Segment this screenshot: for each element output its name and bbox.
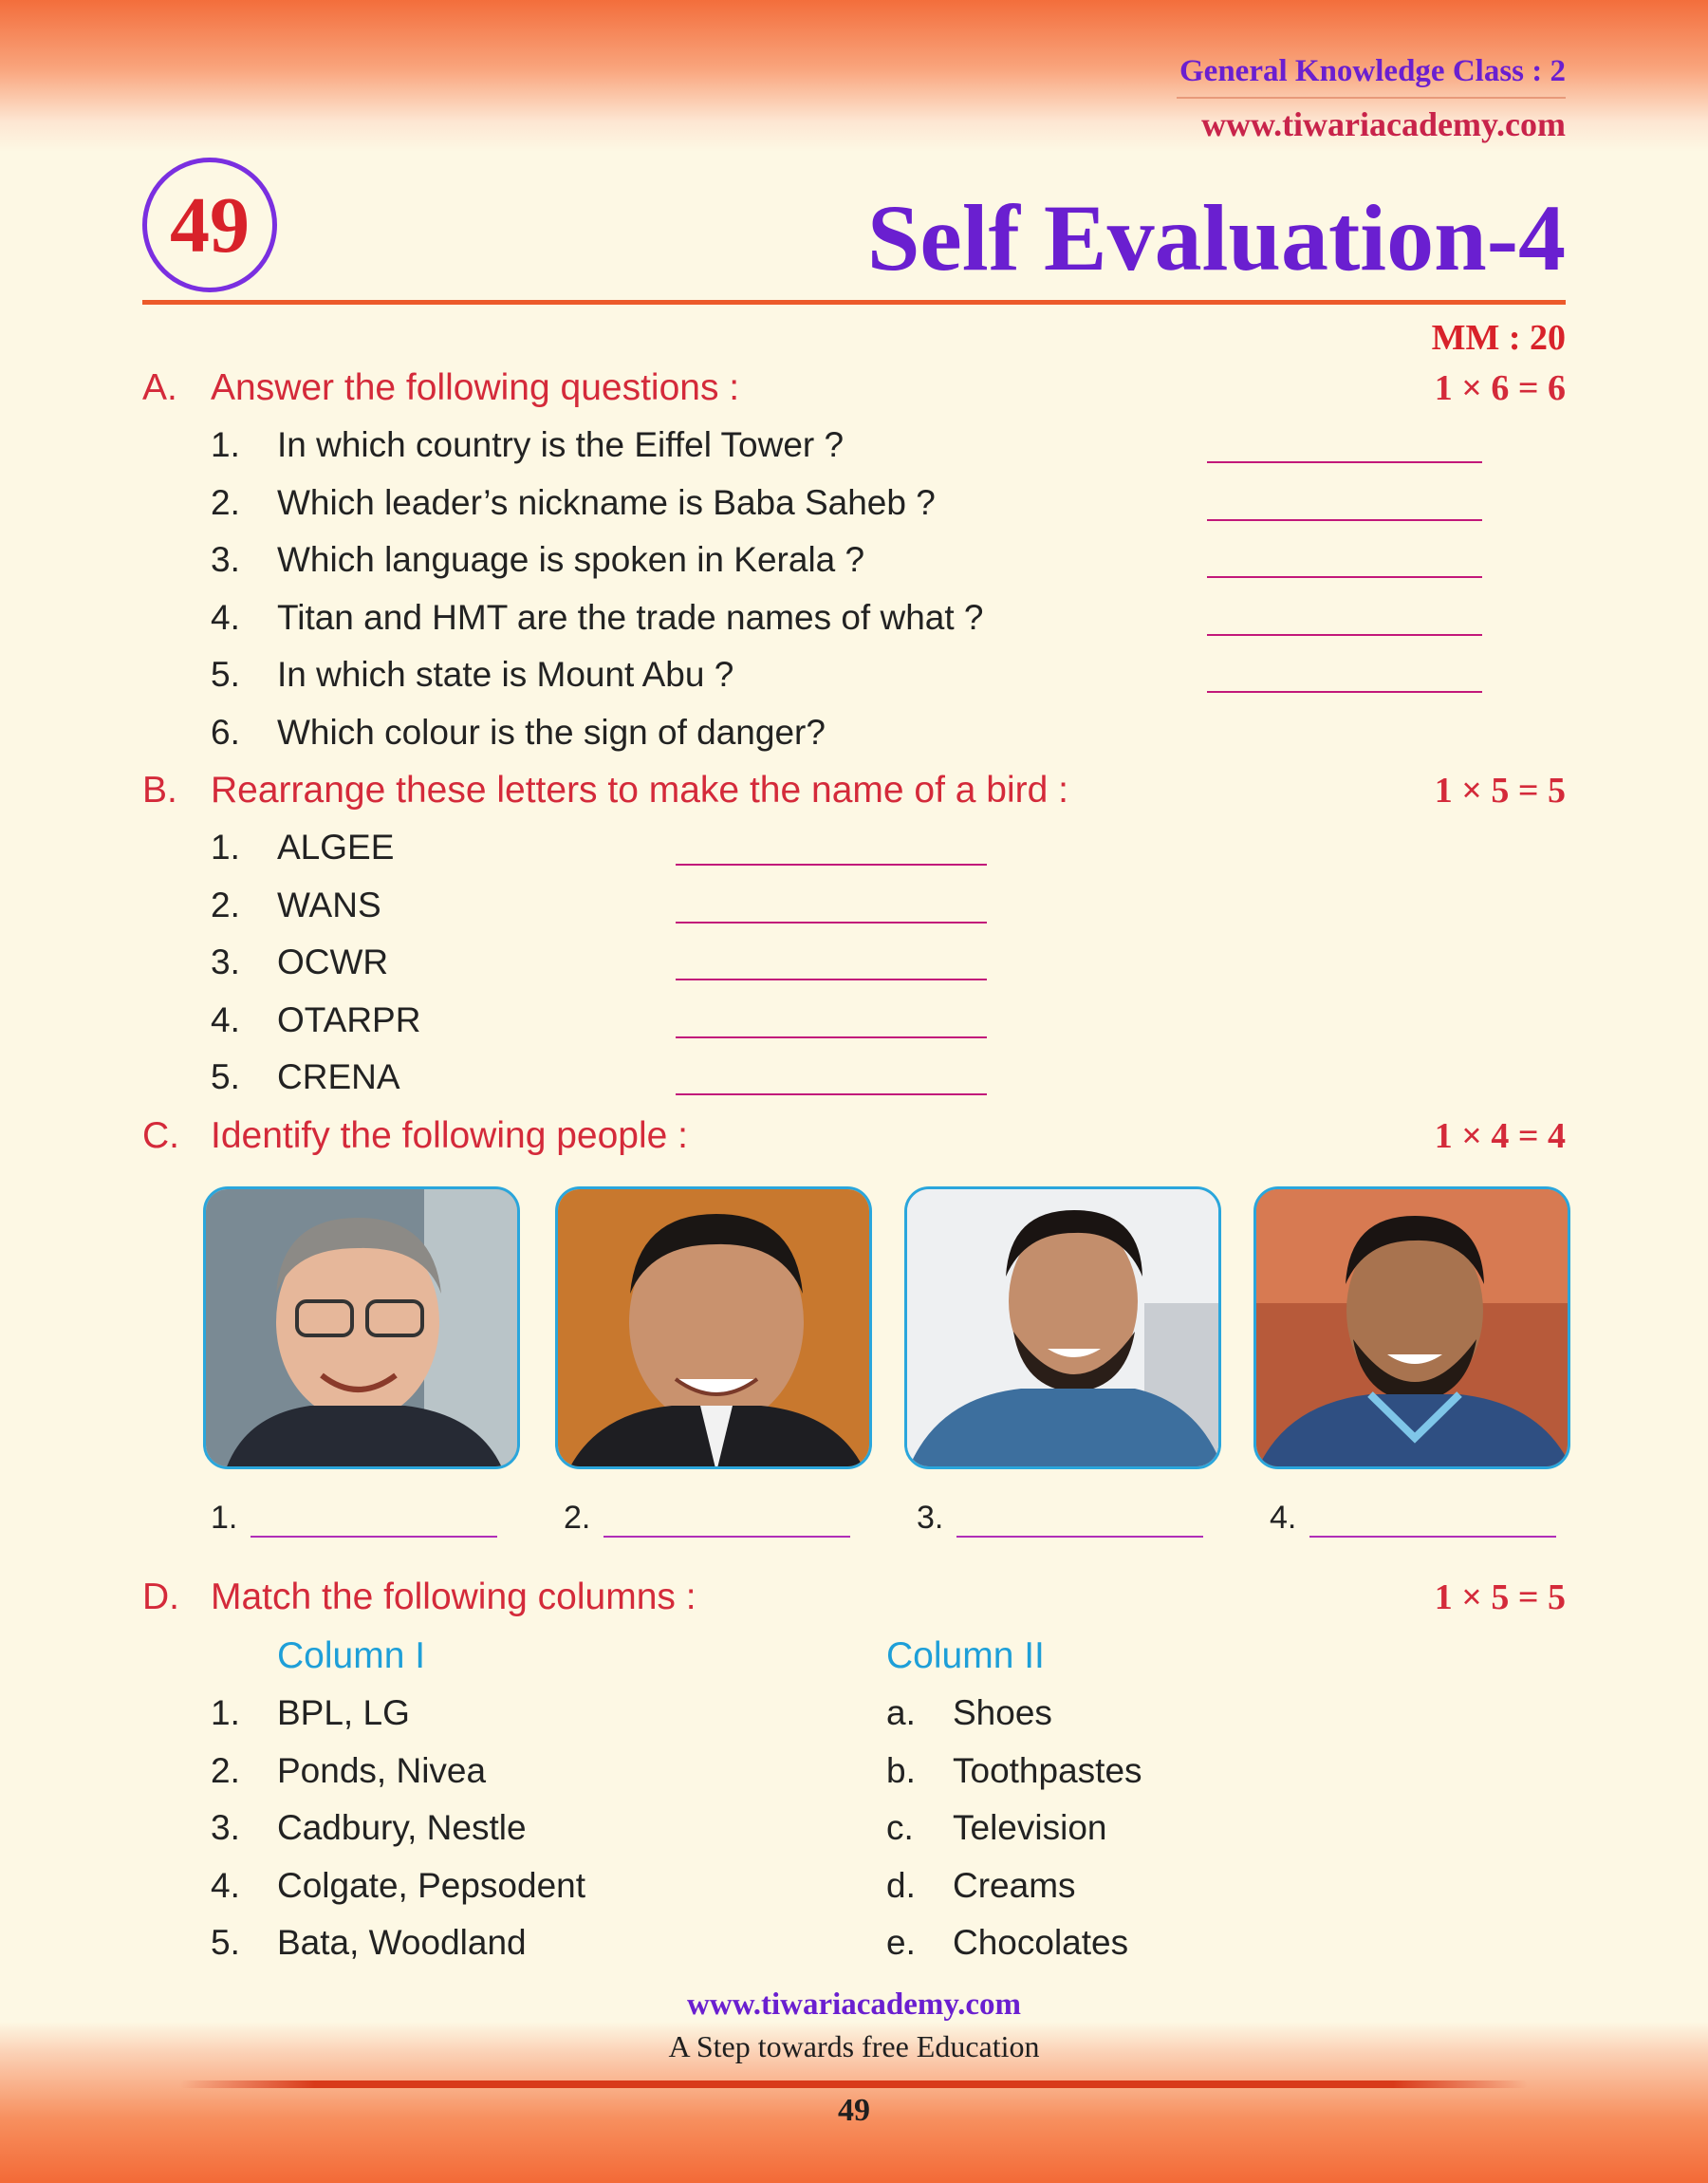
item-letter: d. bbox=[886, 1866, 916, 1905]
question-number: 3. bbox=[211, 540, 240, 579]
header-url[interactable]: www.tiwariacademy.com bbox=[1201, 105, 1566, 143]
answer-blank[interactable] bbox=[603, 1536, 850, 1538]
column-2-item[interactable] bbox=[886, 1747, 1142, 1795]
answer-blank[interactable] bbox=[1207, 461, 1482, 463]
answer-blank[interactable] bbox=[676, 922, 987, 924]
item-number: 1. bbox=[211, 1693, 240, 1732]
column-2-item[interactable] bbox=[886, 1689, 1052, 1737]
item-number: 2. bbox=[211, 1751, 240, 1790]
header-info bbox=[1177, 49, 1566, 146]
scrambled-word: WANS bbox=[277, 886, 381, 924]
question-number: 2. bbox=[211, 483, 240, 522]
footer-url[interactable]: www.tiwariacademy.com bbox=[687, 1987, 1021, 2022]
section-title: Answer the following questions : bbox=[211, 367, 740, 408]
item-text: Colgate, Pepsodent bbox=[277, 1866, 586, 1905]
scramble-row bbox=[211, 824, 394, 871]
item-letter: e. bbox=[886, 1923, 916, 1962]
chapter-badge bbox=[142, 158, 277, 292]
answer-blank[interactable] bbox=[676, 864, 987, 866]
item-text: Ponds, Nivea bbox=[277, 1751, 487, 1790]
section-c-marks: 1 × 4 = 4 bbox=[1434, 1116, 1566, 1156]
column-1-item[interactable] bbox=[211, 1689, 410, 1737]
item-text: Chocolates bbox=[953, 1923, 1129, 1962]
answer-blank[interactable] bbox=[1207, 691, 1482, 693]
section-d-marks: 1 × 5 = 5 bbox=[1434, 1577, 1566, 1617]
person-photo-2 bbox=[555, 1186, 872, 1469]
item-text: BPL, LG bbox=[277, 1693, 410, 1732]
person-photo-1 bbox=[203, 1186, 520, 1469]
photo-number: 2. bbox=[564, 1500, 591, 1536]
item-text: Television bbox=[953, 1808, 1107, 1847]
scrambled-word: OCWR bbox=[277, 942, 389, 981]
item-text: Creams bbox=[953, 1866, 1076, 1905]
question-number: 6. bbox=[211, 713, 240, 752]
section-a-marks: 1 × 6 = 6 bbox=[1434, 368, 1566, 408]
question-row bbox=[211, 479, 936, 527]
question-text: Which colour is the sign of danger? bbox=[277, 713, 826, 752]
item-text: Bata, Woodland bbox=[277, 1923, 527, 1962]
item-text: Toothpastes bbox=[953, 1751, 1142, 1790]
question-row bbox=[211, 536, 864, 584]
scramble-row bbox=[211, 882, 381, 929]
answer-blank[interactable] bbox=[1207, 634, 1482, 636]
footer-tagline: A Step towards free Education bbox=[668, 2029, 1040, 2063]
answer-blank[interactable] bbox=[1207, 576, 1482, 578]
question-number: 1. bbox=[211, 425, 240, 464]
page-title: Self Evaluation-4 bbox=[866, 185, 1566, 290]
answer-blank[interactable] bbox=[1309, 1536, 1556, 1538]
section-title: Identify the following people : bbox=[211, 1115, 689, 1156]
header-divider bbox=[1177, 97, 1566, 99]
column-1-title: Column I bbox=[277, 1635, 426, 1676]
scramble-row bbox=[211, 939, 388, 986]
column-1-item[interactable] bbox=[211, 1747, 486, 1795]
question-text: Which leader’s nickname is Baba Saheb ? bbox=[277, 483, 936, 522]
class-label: General Knowledge Class : 2 bbox=[1179, 54, 1566, 88]
item-number: 3. bbox=[211, 1808, 240, 1847]
column-2-title: Column II bbox=[886, 1635, 1045, 1676]
scrambled-word: CRENA bbox=[277, 1057, 400, 1096]
question-number: 4. bbox=[211, 598, 240, 637]
column-2-item[interactable] bbox=[886, 1862, 1076, 1910]
section-b-heading bbox=[142, 767, 1068, 814]
item-number: 4. bbox=[211, 1000, 240, 1039]
answer-blank[interactable] bbox=[1207, 519, 1482, 521]
scramble-row bbox=[211, 1054, 400, 1101]
question-text: In which country is the Eiffel Tower ? bbox=[277, 425, 845, 464]
scrambled-word: OTARPR bbox=[277, 1000, 421, 1039]
photo-number: 1. bbox=[211, 1500, 238, 1536]
answer-blank[interactable] bbox=[956, 1536, 1203, 1538]
answer-blank[interactable] bbox=[676, 1093, 987, 1095]
item-letter: b. bbox=[886, 1751, 916, 1790]
question-row bbox=[211, 594, 984, 642]
question-text: Which language is spoken in Kerala ? bbox=[277, 540, 865, 579]
question-row bbox=[211, 709, 826, 756]
item-number: 2. bbox=[211, 886, 240, 924]
column-2-item[interactable] bbox=[886, 1804, 1106, 1852]
person-photo-3 bbox=[904, 1186, 1221, 1469]
question-text: In which state is Mount Abu ? bbox=[277, 655, 734, 694]
question-row bbox=[211, 651, 733, 699]
section-letter: D. bbox=[142, 1577, 179, 1617]
person-photo-4 bbox=[1253, 1186, 1570, 1469]
column-1-item[interactable] bbox=[211, 1919, 527, 1967]
section-a-heading bbox=[142, 364, 739, 412]
section-d-heading bbox=[142, 1574, 696, 1621]
scramble-row bbox=[211, 997, 420, 1044]
section-letter: A. bbox=[142, 367, 177, 408]
section-letter: B. bbox=[142, 770, 177, 811]
answer-blank[interactable] bbox=[676, 1036, 987, 1038]
section-title: Match the following columns : bbox=[211, 1577, 696, 1617]
scrambled-word: ALGEE bbox=[277, 828, 395, 867]
column-2-item[interactable] bbox=[886, 1919, 1128, 1967]
photo-number: 3. bbox=[917, 1500, 944, 1536]
question-text: Titan and HMT are the trade names of what ? bbox=[277, 598, 984, 637]
item-number: 1. bbox=[211, 828, 240, 867]
item-letter: a. bbox=[886, 1693, 916, 1732]
item-letter: c. bbox=[886, 1808, 914, 1847]
chapter-number: 49 bbox=[170, 180, 250, 270]
max-marks: MM : 20 bbox=[1431, 318, 1566, 358]
column-1-item[interactable] bbox=[211, 1862, 585, 1910]
title-divider bbox=[142, 300, 1566, 305]
footer-divider bbox=[180, 2080, 1528, 2088]
item-number: 5. bbox=[211, 1057, 240, 1096]
column-1-item[interactable] bbox=[211, 1804, 527, 1852]
section-c-heading bbox=[142, 1112, 688, 1160]
answer-blank[interactable] bbox=[676, 979, 987, 980]
photo-number: 4. bbox=[1270, 1500, 1297, 1536]
item-number: 5. bbox=[211, 1923, 240, 1962]
item-number: 4. bbox=[211, 1866, 240, 1905]
answer-blank[interactable] bbox=[251, 1536, 497, 1538]
item-text: Shoes bbox=[953, 1693, 1052, 1732]
section-title: Rearrange these letters to make the name of a bird : bbox=[211, 770, 1068, 811]
item-number: 3. bbox=[211, 942, 240, 981]
question-number: 5. bbox=[211, 655, 240, 694]
section-letter: C. bbox=[142, 1115, 179, 1156]
question-row bbox=[211, 421, 844, 469]
section-b-marks: 1 × 5 = 5 bbox=[1434, 771, 1566, 811]
page-number: 49 bbox=[838, 2093, 870, 2128]
item-text: Cadbury, Nestle bbox=[277, 1808, 527, 1847]
